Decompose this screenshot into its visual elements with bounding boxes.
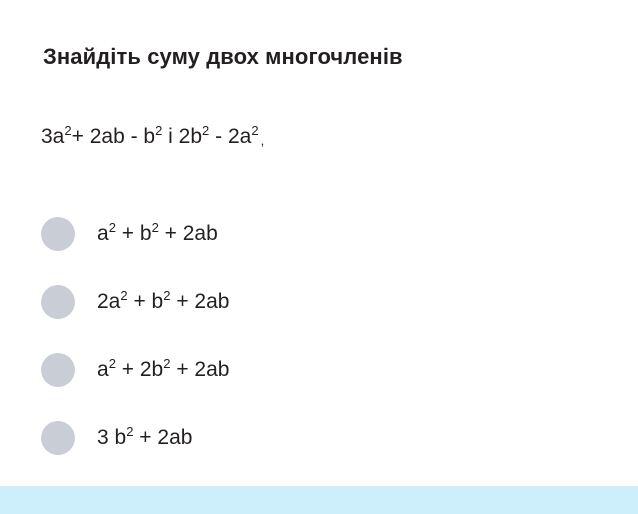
radio-button-icon-2[interactable]: [41, 285, 75, 319]
option-row-3[interactable]: [41, 336, 561, 404]
option-label-3: $a^2 + 2b^2 + 2ab$: [97, 356, 230, 381]
page-title: Знайдіть суму двох многочленів: [43, 44, 403, 69]
expression-math: $3a^2+ 2ab - b^2$ і $2b^2 - 2a^2$: [41, 123, 259, 148]
option-row-4[interactable]: [41, 404, 561, 472]
option-label-2: $2a^2 + b^2 + 2ab$: [97, 288, 230, 313]
question-expression: [41, 125, 264, 149]
radio-button-icon-3[interactable]: [41, 353, 75, 387]
answer-options-list: [41, 200, 561, 472]
option-row-1[interactable]: [41, 200, 561, 268]
radio-button-icon-4[interactable]: [41, 421, 75, 455]
radio-button-icon-1[interactable]: [41, 217, 75, 251]
option-row-2[interactable]: [41, 268, 561, 336]
footer-bar: [0, 486, 638, 514]
expression-tail: ,: [260, 133, 265, 148]
option-label-4: 3 $b^2 + 2ab$: [97, 424, 193, 449]
option-label-1: $a^2 + b^2 + 2ab$: [97, 220, 218, 245]
